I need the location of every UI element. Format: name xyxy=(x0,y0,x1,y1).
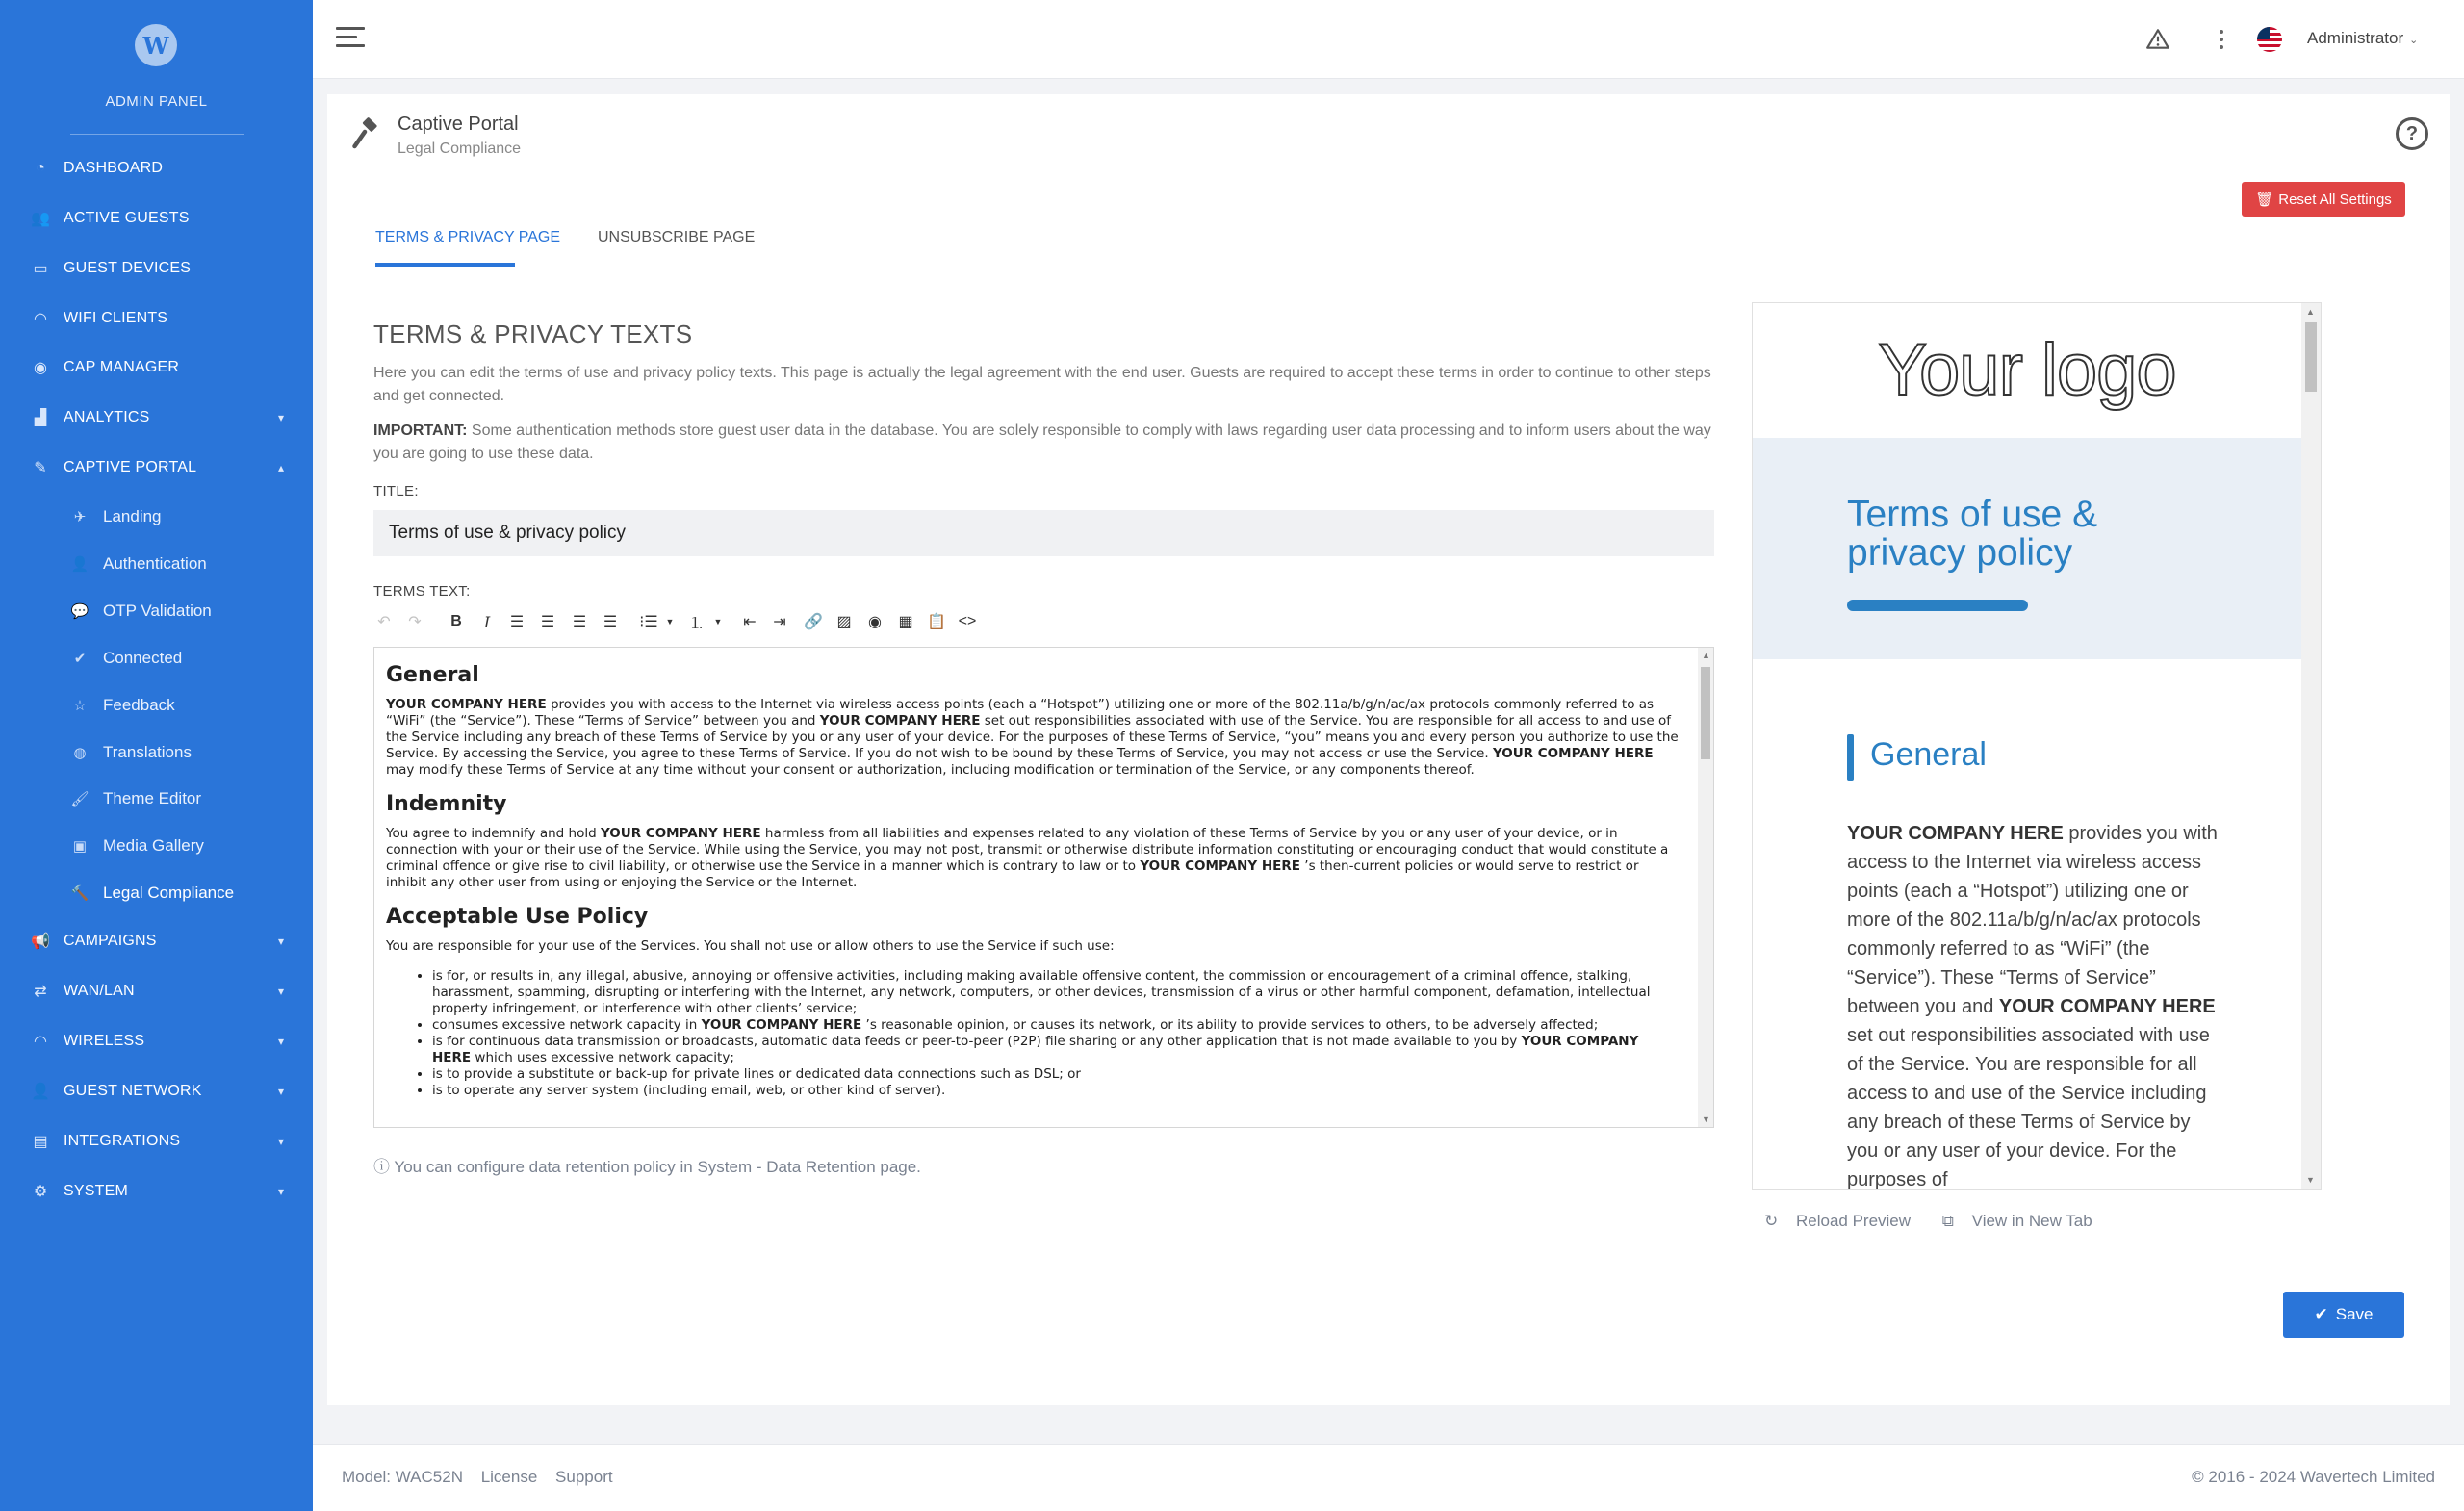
chevron-down-icon: ▾ xyxy=(277,411,284,424)
reset-all-settings-button[interactable]: 🗑 Reset All Settings xyxy=(2242,182,2405,217)
menu-toggle-icon[interactable] xyxy=(336,27,365,48)
editor-scrollbar[interactable] xyxy=(1698,648,1713,1127)
title-input[interactable]: Terms of use & privacy policy xyxy=(373,510,1714,556)
gavel-icon: 🔨 xyxy=(70,885,90,902)
preview-icon[interactable]: ◉ xyxy=(868,614,882,630)
bold-icon[interactable]: B xyxy=(450,613,462,629)
redo-icon[interactable]: ↷ xyxy=(408,614,422,630)
sidebar-item-dashboard[interactable]: ◔ DASHBOARD xyxy=(0,149,313,188)
important-note: IMPORTANT: Some authentication methods store guest user data in the database. You are solely responsible to comply with laws regarding user data processing and to inform users about the way you are going to use these data. xyxy=(373,423,1711,462)
images-icon: ▣ xyxy=(72,838,88,855)
scroll-thumb[interactable] xyxy=(1701,667,1710,759)
sidebar-item-wan-lan[interactable]: ⇄ WAN/LAN ▾ xyxy=(0,972,313,1011)
plane-landing-icon: ✈ xyxy=(73,509,87,525)
align-center-icon[interactable]: ☰ xyxy=(540,614,555,630)
user-name: Administrator xyxy=(2307,29,2404,47)
retention-note: ⓘ You can configure data retention policy in System - Data Retention page. xyxy=(373,1158,921,1176)
chevron-down-icon: ▾ xyxy=(277,935,284,948)
bullhorn-icon: 📢 xyxy=(31,934,50,950)
numbered-list-icon[interactable]: ⒈ xyxy=(688,615,705,632)
paragraph-indemnity: You agree to indemnify and hold YOUR COMPANY HERE harmless from all liabilities and expenses related to any violation of these Terms of Service by you or any user of your device, or in connection with your or their use of the Service. While using the Service, you may not post, transmit or otherwise distribute information constituting or encouraging conduct that would constitute a criminal offence or give rise to civil liability, or otherwise use the Service in a manner which is contrary to law or to YOUR COMPANY HERE ’s then-current policies or would serve to restrict or inhibit any other user from using or enjoying the Service or the Internet. xyxy=(386,826,1669,890)
warning-icon[interactable] xyxy=(2145,27,2170,52)
sidebar xyxy=(0,0,313,1511)
chevron-down-icon: ▾ xyxy=(277,1185,284,1198)
editor-content xyxy=(386,659,1681,1099)
wifi-icon: ◠ xyxy=(34,311,47,327)
footer-links xyxy=(342,1468,627,1487)
gear-icon: ⚙ xyxy=(33,1184,48,1200)
page-title: Captive Portal xyxy=(398,114,519,135)
gauge-icon: ◔ xyxy=(36,160,45,176)
check-double-icon: ✔ xyxy=(73,651,87,667)
dot-circle-icon: ◉ xyxy=(34,360,47,376)
heading-general: General xyxy=(386,663,479,687)
more-options-icon[interactable] xyxy=(2209,27,2234,52)
chevron-down-icon: ⌄ xyxy=(2409,35,2419,46)
trash-icon: 🗑 xyxy=(2255,192,2274,208)
description-text: Here you can edit the terms of use and privacy policy texts. This page is actually the legal agreement with the end user. Guests are required to accept these terms in order to continue to other steps and get connected. xyxy=(373,365,1711,404)
scroll-down-icon[interactable]: ▼ xyxy=(2306,1175,2315,1185)
sidebar-sub-feedback[interactable]: ☆ Feedback xyxy=(0,688,313,723)
preview-links xyxy=(1764,1212,2119,1231)
external-link-icon: ⧉ xyxy=(1941,1212,1954,1230)
refresh-icon: ↻ xyxy=(1764,1212,1779,1230)
bullet-list-icon[interactable]: ⁝☰ xyxy=(639,614,658,630)
brand-logo-icon[interactable]: W xyxy=(135,24,177,66)
comment-icon: 💬 xyxy=(70,603,90,620)
tab-unsubscribe[interactable]: UNSUBSCRIBE PAGE xyxy=(598,229,756,245)
user-menu[interactable] xyxy=(2307,29,2418,48)
preview-hero-accent xyxy=(1847,600,2028,611)
exchange-icon: ⇄ xyxy=(34,984,47,1000)
model-label: Model: WAC52N xyxy=(342,1468,463,1486)
reload-preview-link[interactable]: ↻ Reload Preview xyxy=(1764,1212,1912,1230)
save-button[interactable]: ✔ Save xyxy=(2283,1292,2404,1338)
chevron-down-icon[interactable]: ▼ xyxy=(665,617,675,627)
list-item: • is for continuous data transmission or broadcasts, automatic data feeds or peer-to-peer (P2P) file sharing or any other application that is not made available to you by YOUR COMPANY HERE which uses excessive network capacity; xyxy=(432,1034,1681,1066)
terms-editor[interactable] xyxy=(373,647,1714,1128)
preview-hero-title: Terms of use & privacy policy xyxy=(1847,494,2098,574)
undo-icon[interactable]: ↶ xyxy=(377,614,391,630)
code-icon[interactable]: <> xyxy=(958,613,977,629)
terms-text-label: TERMS TEXT: xyxy=(373,583,471,600)
support-link[interactable]: Support xyxy=(555,1468,613,1486)
media-icon[interactable]: ▦ xyxy=(898,614,913,630)
main-card xyxy=(327,94,2450,1405)
heading-acceptable-use: Acceptable Use Policy xyxy=(386,905,649,929)
preview-logo: Your logo xyxy=(1878,328,2176,411)
sidebar-item-guest-network[interactable]: 👤 GUEST NETWORK ▾ xyxy=(31,1083,284,1100)
license-link[interactable]: License xyxy=(480,1468,538,1486)
sidebar-item-active-guests[interactable]: 👥 ACTIVE GUESTS xyxy=(31,210,190,227)
check-icon: ✔ xyxy=(2314,1305,2328,1323)
sidebar-item-system[interactable]: ⚙ SYSTEM ▾ xyxy=(0,1172,313,1211)
scroll-thumb[interactable] xyxy=(2305,322,2317,392)
users-icon: 👥 xyxy=(31,211,50,227)
italic-icon[interactable]: I xyxy=(483,612,491,631)
portal-preview[interactable] xyxy=(1752,302,2322,1190)
image-icon[interactable]: ▨ xyxy=(836,614,852,630)
editor-toolbar xyxy=(373,604,1714,639)
preview-body: YOUR COMPANY HERE provides you with access to the Internet via wireless access points (each a “Hotspot”) utilizing one or more of the 802.11a/b/g/n/ac/ax protocols commonly referred to as “WiFi” (the “Service”). These “Terms of Service” between you and YOUR COMPANY HERE set out responsibilities associated with use of the Service. You are responsible for all access to and use of the Service including any breach of these Terms of Service by you or any user of your device. For the purposes of xyxy=(1847,823,2218,1190)
sidebar-item-wireless[interactable]: ◠ WIRELESS ▾ xyxy=(0,1022,313,1061)
list-item: • is to provide a substitute or back-up for private lines or dedicated data connections such as DSL; or xyxy=(432,1066,1681,1083)
plug-icon: ▤ xyxy=(33,1134,48,1150)
scroll-up-icon[interactable]: ▲ xyxy=(1702,651,1710,660)
laptop-icon: ▭ xyxy=(33,261,48,277)
topbar xyxy=(313,0,2464,79)
copyright: © 2016 - 2024 Wavertech Limited xyxy=(2192,1468,2435,1486)
list-item: • consumes excessive network capacity in YOUR COMPANY HERE ’s reasonable opinion, or causes its network, or its ability to provide services to others, to be adversely affected; xyxy=(432,1017,1681,1034)
sidebar-sub-legal-compliance[interactable]: 🔨 Legal Compliance xyxy=(70,884,235,902)
preview-scrollbar[interactable] xyxy=(2301,303,2321,1189)
sidebar-sub-authentication[interactable]: 👤 Authentication xyxy=(70,554,207,573)
edit-icon: ✎ xyxy=(34,460,47,476)
globe-icon: ◍ xyxy=(73,745,87,761)
indent-icon[interactable]: ⇥ xyxy=(773,614,786,630)
list-item: • is for, or results in, any illegal, abusive, annoying or offensive activities, including making available offensive content, the commission or encouragement of a criminal offence, stalking, harassment, spamming, disrupting or interfering with the Internet, any network, computers, or other devices, transmission of a virus or other harmful component, defamation, intellectual property infringement, or interference with other clients’ service; xyxy=(432,968,1681,1017)
user-lock-icon: 👤 xyxy=(70,556,90,573)
footer xyxy=(313,1444,2464,1511)
chevron-down-icon[interactable]: ▼ xyxy=(713,617,723,627)
sidebar-sub-landing[interactable]: ✈ Landing xyxy=(0,499,313,534)
sidebar-sub-connected[interactable]: ✔ Connected xyxy=(0,641,313,676)
user-network-icon: 👤 xyxy=(31,1084,50,1100)
paragraph-aup-intro: You are responsible for your use of the Services. You shall not use or allow others to use the Service if such use: xyxy=(386,938,1115,954)
scroll-down-icon[interactable]: ▼ xyxy=(1702,1114,1710,1124)
heading-indemnity: Indemnity xyxy=(386,792,507,816)
view-new-tab-link[interactable]: ⧉ View in New Tab xyxy=(1941,1212,2092,1230)
brush-icon: 🖌 xyxy=(70,791,90,807)
chevron-down-icon: ▾ xyxy=(277,985,284,998)
chart-icon: ▟ xyxy=(34,410,47,426)
title-label: TITLE: xyxy=(373,483,419,499)
chevron-up-icon: ▴ xyxy=(277,461,284,474)
wifi-icon: ◠ xyxy=(34,1034,47,1050)
gavel-icon xyxy=(350,117,385,152)
sidebar-sub-theme-editor[interactable]: 🖌 Theme Editor xyxy=(70,789,202,807)
chevron-down-icon: ▾ xyxy=(277,1085,284,1098)
align-left-icon[interactable]: ☰ xyxy=(509,614,525,630)
sidebar-item-cap-manager[interactable]: ◉ CAP MANAGER xyxy=(0,348,313,387)
sidebar-sub-media-gallery[interactable]: ▣ Media Gallery xyxy=(0,829,313,863)
us-flag-icon[interactable] xyxy=(2257,27,2282,52)
admin-panel-label: ADMIN PANEL xyxy=(105,93,208,110)
aup-list xyxy=(432,968,1681,1099)
sidebar-sub-translations[interactable]: ◍ Translations xyxy=(0,735,313,770)
scroll-up-icon[interactable]: ▲ xyxy=(2306,307,2315,317)
sidebar-item-analytics[interactable]: ▟ ANALYTICS ▾ xyxy=(0,398,313,437)
chevron-down-icon: ▾ xyxy=(277,1135,284,1148)
sidebar-item-campaigns[interactable]: 📢 CAMPAIGNS ▾ xyxy=(31,933,284,950)
preview-section-title: General xyxy=(1870,736,1987,773)
paste-icon[interactable]: 📋 xyxy=(927,614,946,630)
chevron-down-icon: ▾ xyxy=(277,1035,284,1048)
link-icon[interactable]: 🔗 xyxy=(804,614,823,630)
sidebar-item-wifi-clients[interactable]: ◠ WIFI CLIENTS xyxy=(0,299,313,338)
sidebar-item-captive-portal[interactable]: ✎ CAPTIVE PORTAL ▴ xyxy=(0,448,313,487)
star-icon: ☆ xyxy=(73,698,87,714)
section-title: TERMS & PRIVACY TEXTS xyxy=(373,320,693,348)
info-icon: ⓘ xyxy=(373,1158,390,1176)
page-subtitle: Legal Compliance xyxy=(398,141,522,157)
list-item: • is to operate any server system (including email, web, or other kind of server). xyxy=(432,1083,1681,1099)
tab-terms-privacy[interactable]: TERMS & PRIVACY PAGE xyxy=(375,229,561,245)
active-tab-indicator xyxy=(375,263,515,267)
sidebar-item-integrations[interactable]: ▤ INTEGRATIONS ▾ xyxy=(0,1122,313,1161)
outdent-icon[interactable]: ⇤ xyxy=(743,614,757,630)
paragraph-general: YOUR COMPANY HERE provides you with access to the Internet via wireless access points (each a “Hotspot”) utilizing one or more of the 802.11a/b/g/n/ac/ax protocols commonly referred to as “WiFi” (the “Service”). These “Terms of Service” between you and YOUR COMPANY HERE set out responsibilities associated with use of the Service. You are responsible for all access to and use of the Service including any breach of these Terms of Service by you or any user of your device. For the purposes of these Terms of Service, “you” means you and every person you authorize to use the Service. By accessing the Service, you agree to these Terms of Service. If you do not wish to be bound by these Terms of Service, you may not access or use the Service. YOUR COMPANY HERE may modify these Terms of Service at any time without your consent or authorization, including modification or termination of the Service, or any components thereof. xyxy=(386,697,1679,778)
preview-hero xyxy=(1753,438,2301,659)
preview-section-accent xyxy=(1847,734,1854,781)
sidebar-divider xyxy=(70,134,244,135)
align-justify-icon[interactable]: ☰ xyxy=(603,614,618,630)
sidebar-sub-otp-validation[interactable]: 💬 OTP Validation xyxy=(70,602,212,620)
help-icon[interactable]: ? xyxy=(2396,117,2428,150)
align-right-icon[interactable]: ☰ xyxy=(572,614,587,630)
sidebar-item-guest-devices[interactable]: ▭ GUEST DEVICES xyxy=(0,249,313,288)
